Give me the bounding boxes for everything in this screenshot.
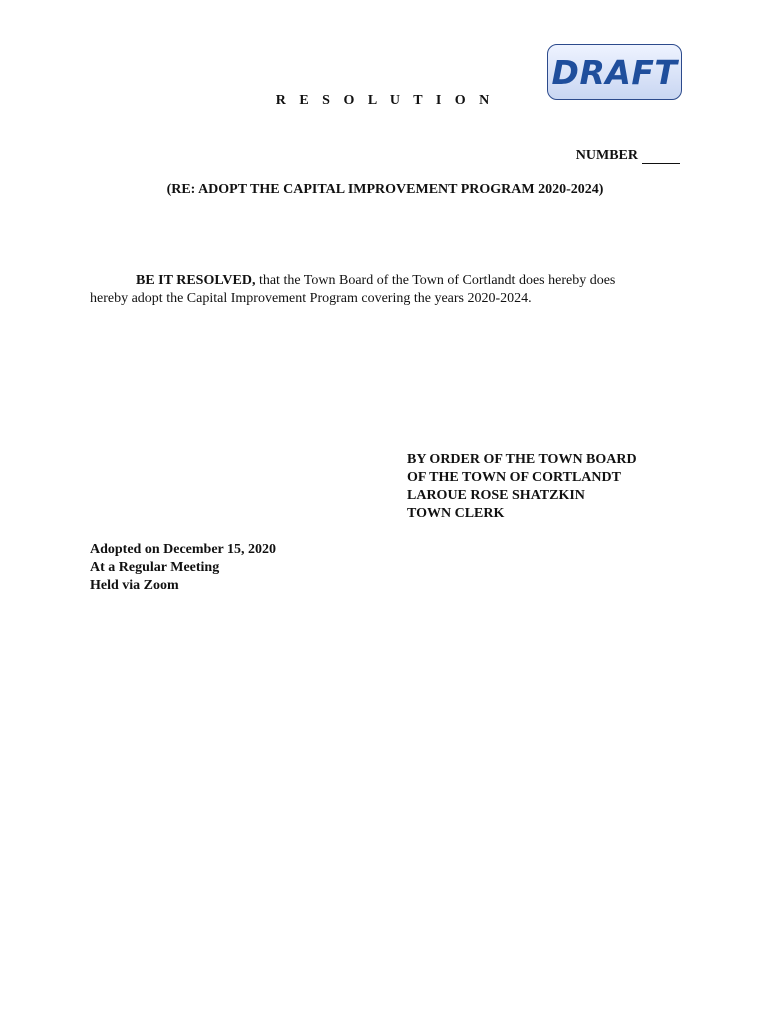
adoption-line: At a Regular Meeting <box>90 560 220 575</box>
resolution-body-line-1 <box>90 272 660 290</box>
signature-line: TOWN CLERK <box>407 506 505 521</box>
signature-line: BY ORDER OF THE TOWN BOARD <box>407 452 637 467</box>
resolution-body-line-2: hereby adopt the Capital Improvement Program covering the years 2020-2024. <box>90 291 532 306</box>
signature-line: LAROUE ROSE SHATZKIN <box>407 488 585 503</box>
resolution-number <box>576 148 680 164</box>
adoption-line: Held via Zoom <box>90 578 179 593</box>
document-title <box>0 93 770 109</box>
signature-block <box>407 451 637 523</box>
signature-line: OF THE TOWN OF CORTLANDT <box>407 470 621 485</box>
document-title-text: R E S O L U T I O N <box>275 93 495 108</box>
subject-line: (RE: ADOPT THE CAPITAL IMPROVEMENT PROGRAM 2020-2024) <box>166 182 604 197</box>
resolution-body <box>90 272 660 308</box>
adoption-line: Adopted on December 15, 2020 <box>90 542 277 557</box>
draft-stamp <box>547 44 682 100</box>
draft-stamp-label: DRAFT <box>551 52 678 92</box>
resolution-body-line-1-rest: that the Town Board of the Town of Cortlandt does hereby does <box>255 273 616 288</box>
adoption-block <box>90 541 276 595</box>
resolution-number-label: NUMBER <box>575 148 638 163</box>
resolved-lead: BE IT RESOLVED, <box>136 273 256 288</box>
resolution-number-blank <box>642 149 680 164</box>
